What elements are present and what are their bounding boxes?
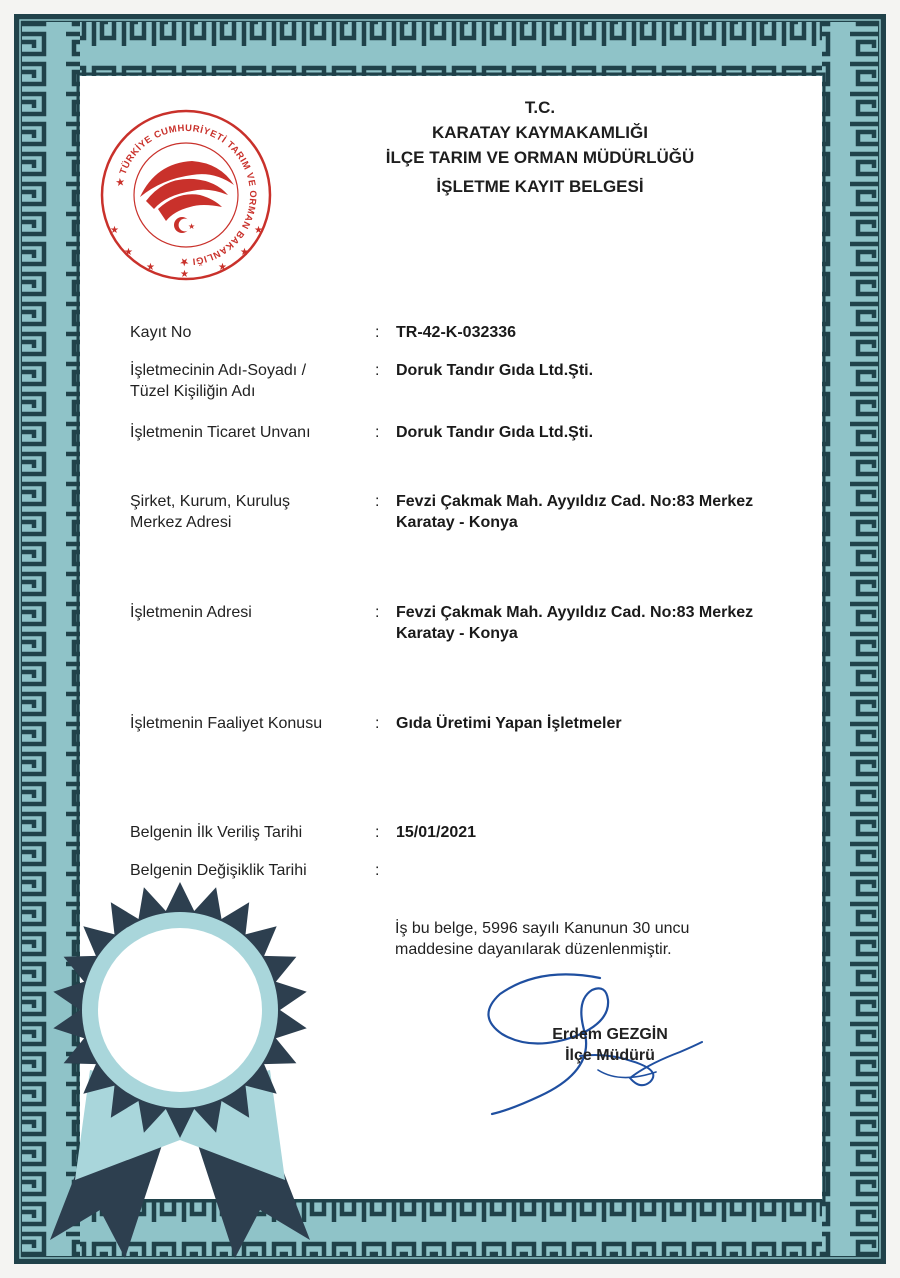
signatory-title: İlçe Müdürü (565, 1047, 655, 1064)
legal-statement (395, 918, 689, 960)
field-value: Gıda Üretimi Yapan İşletmeler (396, 715, 622, 732)
document-header (380, 96, 700, 198)
svg-text:★: ★ (188, 222, 196, 231)
field-colon: : (375, 493, 380, 510)
field-value: Doruk Tandır Gıda Ltd.Şti. (396, 362, 594, 379)
statement-line: maddesine dayanılarak düzenlenmiştir. (395, 941, 672, 958)
document-title: İŞLETME KAYIT BELGESİ (436, 177, 644, 196)
header-kaymakamlik: KARATAY KAYMAKAMLIĞI (432, 123, 648, 142)
field-value-group (396, 491, 816, 533)
field-label-cont: Merkez Adresi (130, 514, 232, 531)
signatory (520, 1024, 700, 1066)
header-tc: T.C. (524, 98, 556, 117)
svg-text:★: ★ (180, 269, 189, 280)
field-label: Kayıt No (130, 324, 192, 341)
award-rosette-icon (30, 880, 330, 1260)
svg-text:★: ★ (218, 262, 227, 273)
svg-text:★: ★ (146, 262, 155, 273)
field-label: Belgenin Değişiklik Tarihi (130, 862, 307, 879)
statement-line: İş bu belge, 5996 sayılı Kanunun 30 uncu (395, 920, 690, 937)
ministry-seal-icon (96, 105, 276, 285)
field-label-group (130, 491, 370, 533)
field-value: Fevzi Çakmak Mah. Ayyıldız Cad. No:83 Merkez (396, 604, 754, 621)
svg-text:★: ★ (124, 247, 133, 258)
svg-text:★: ★ (240, 247, 249, 258)
svg-text:★ TÜRKİYE CUMHURİYETİ TARIM VE: ★ TÜRKİYE CUMHURİYETİ TARIM VE ORMAN BAKANLIĞI ★ (113, 121, 260, 269)
field-colon: : (375, 362, 380, 379)
field-colon: : (375, 715, 380, 732)
field-colon: : (375, 424, 380, 441)
field-label: Belgenin İlk Veriliş Tarihi (130, 824, 303, 841)
field-value: Fevzi Çakmak Mah. Ayyıldız Cad. No:83 Merkez (396, 493, 754, 510)
field-label: Şirket, Kurum, Kuruluş (130, 493, 291, 510)
field-colon: : (375, 862, 380, 879)
header-mudurluk: İLÇE TARIM VE ORMAN MÜDÜRLÜĞÜ (385, 148, 695, 167)
field-colon: : (375, 824, 380, 841)
field-value-cont: Karatay - Konya (396, 514, 518, 531)
field-label: İşletmenin Ticaret Unvanı (130, 424, 311, 441)
signatory-name: Erdem GEZGİN (552, 1026, 668, 1043)
field-value-cont: Karatay - Konya (396, 625, 518, 642)
field-value: 15/01/2021 (396, 824, 477, 841)
field-value-group (396, 602, 816, 644)
field-label: İşletmenin Faaliyet Konusu (130, 715, 323, 732)
svg-text:★: ★ (110, 225, 119, 236)
field-colon: : (375, 604, 380, 621)
field-label-cont: Tüzel Kişiliğin Adı (130, 383, 256, 400)
field-label: İşletmenin Adresi (130, 604, 252, 621)
field-label: İşletmecinin Adı-Soyadı / (130, 362, 307, 379)
field-value: Doruk Tandır Gıda Ltd.Şti. (396, 424, 594, 441)
field-value: TR-42-K-032336 (396, 324, 517, 341)
svg-text:★: ★ (254, 225, 263, 236)
field-colon: : (375, 324, 380, 341)
field-label-group (130, 360, 370, 402)
